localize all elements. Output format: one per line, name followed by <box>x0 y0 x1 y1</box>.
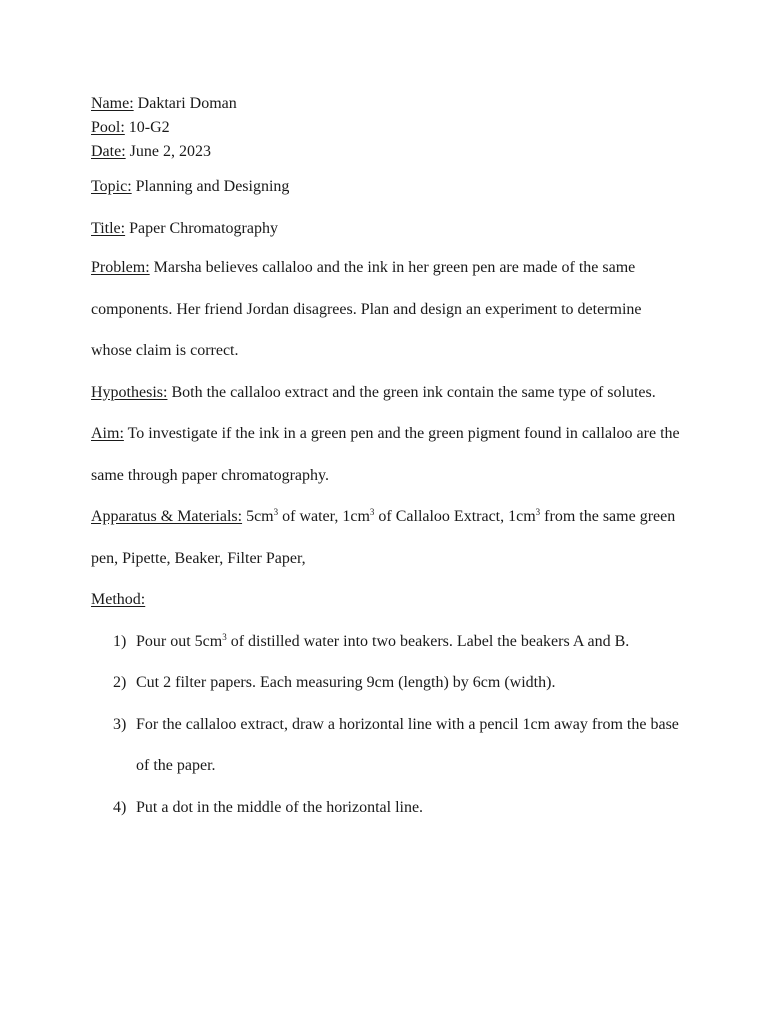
apparatus-text-3: of Callaloo Extract, 1cm <box>374 508 536 525</box>
date-line <box>91 140 681 164</box>
apparatus-text-2: of water, 1cm <box>278 508 370 525</box>
header-block <box>91 92 681 164</box>
step-number: 3) <box>113 715 127 733</box>
title-value: Paper Chromatography <box>125 220 278 237</box>
step-number: 4) <box>113 798 127 816</box>
hypothesis-text: Both the callaloo extract and the green ink contain the same type of solutes. <box>167 383 656 401</box>
problem-paragraph <box>91 247 681 372</box>
step-number: 1) <box>113 632 127 650</box>
superscript-3: 3 <box>535 507 541 517</box>
step-text: Cut 2 filter papers. Each measuring 9cm (length) by 6cm (width). <box>136 674 556 691</box>
date-label: Date: <box>91 143 126 160</box>
step-text: Pour out 5cm <box>136 632 223 650</box>
step-number: 2) <box>113 674 127 691</box>
aim-paragraph <box>91 413 681 496</box>
method-heading <box>91 579 681 621</box>
step-text: For the callaloo extract, draw a horizontal line with a pencil 1cm away from the base of the paper. <box>136 715 679 774</box>
topic-value: Planning and Designing <box>131 178 290 195</box>
apparatus-text-4: from the same green pen, Pipette, Beaker, Filter Paper, <box>91 508 676 567</box>
superscript-3: 3 <box>222 631 227 642</box>
pool-label: Pool: <box>91 119 125 136</box>
name-value: Daktari Doman <box>133 95 237 112</box>
topic-line <box>91 175 681 199</box>
title-line <box>91 217 681 241</box>
step-text: Put a dot in the middle of the horizontal line. <box>136 798 424 816</box>
problem-label: Problem: <box>91 259 150 276</box>
method-step <box>91 621 681 663</box>
hypothesis-label: Hypothesis: <box>91 383 168 401</box>
method-step <box>91 662 681 704</box>
pool-value: 10-G2 <box>124 119 170 136</box>
title-label: Title: <box>91 220 126 237</box>
aim-text: To investigate if the ink in a green pen and the green pigment found in callaloo are the same through paper chromatography. <box>91 425 680 484</box>
superscript-3: 3 <box>273 507 279 517</box>
aim-label: Aim: <box>91 425 124 442</box>
date-value: June 2, 2023 <box>125 143 211 160</box>
apparatus-text-1: 5cm <box>242 508 274 525</box>
document-page <box>91 92 681 828</box>
problem-text: Marsha believes callaloo and the ink in her green pen are made of the same components. Her friend Jordan disagrees. Plan and design an experiment to determine whose claim is correct. <box>91 259 642 359</box>
method-step <box>91 704 681 787</box>
step-text-cont: of distilled water into two beakers. Label the beakers A and B. <box>226 632 630 650</box>
name-label: Name: <box>91 95 134 112</box>
apparatus-paragraph <box>91 496 681 579</box>
apparatus-label: Apparatus & Materials: <box>91 508 243 525</box>
pool-line <box>91 116 681 140</box>
method-label: Method: <box>91 591 146 608</box>
method-list <box>91 621 681 829</box>
method-step <box>91 787 681 829</box>
name-line <box>91 92 681 116</box>
hypothesis-paragraph <box>91 372 681 414</box>
superscript-3: 3 <box>369 507 375 517</box>
topic-label: Topic: <box>91 178 132 195</box>
